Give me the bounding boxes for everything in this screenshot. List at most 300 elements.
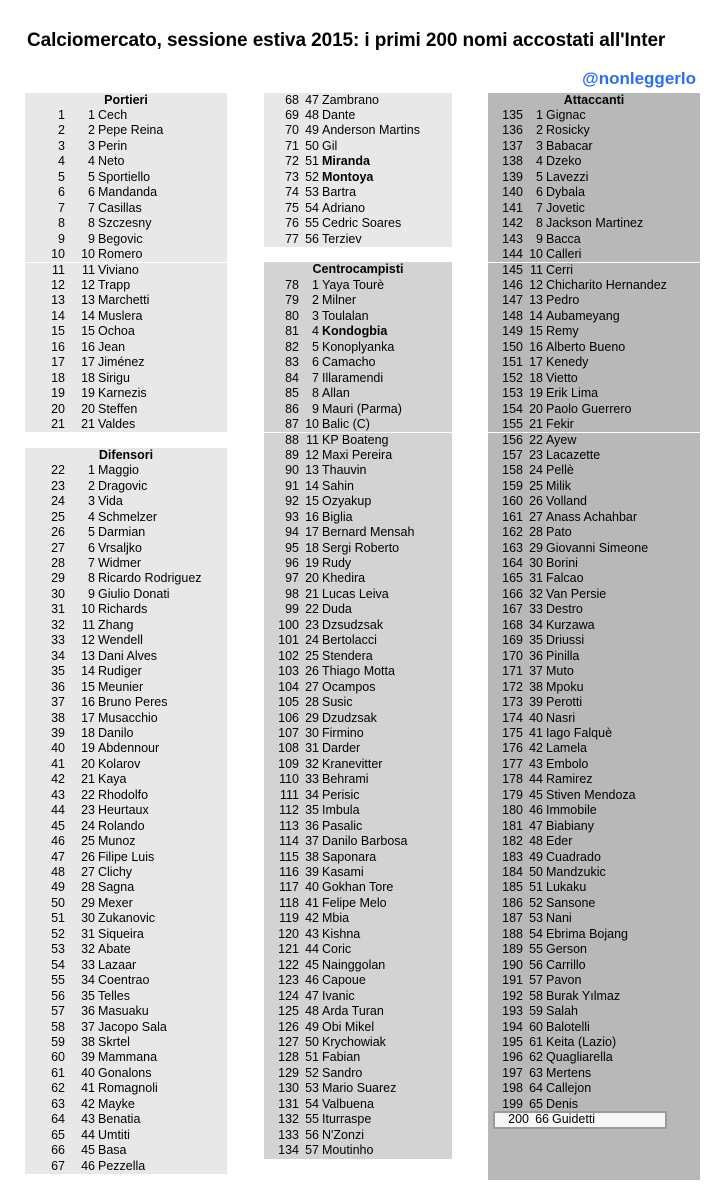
table-row [25, 942, 227, 957]
section-rank: 26 [529, 494, 543, 509]
player-name: Sahin [322, 478, 354, 493]
section-rank: 25 [529, 478, 543, 493]
table-row [264, 386, 452, 401]
table-row [488, 432, 700, 448]
overall-rank: 174 [502, 710, 523, 725]
overall-rank: 49 [51, 880, 65, 895]
section-rank: 45 [529, 787, 543, 802]
overall-rank: 190 [502, 957, 523, 972]
overall-rank: 198 [502, 1081, 523, 1096]
table-row [25, 664, 227, 679]
overall-rank: 149 [502, 324, 523, 339]
section-rank: 6 [312, 355, 319, 370]
overall-rank: 65 [51, 1127, 65, 1142]
table-row [264, 911, 452, 926]
player-name: Vida [98, 494, 123, 509]
table-row [488, 185, 700, 200]
section-rank: 21 [81, 772, 95, 787]
table-row [488, 247, 700, 262]
overall-rank: 11 [52, 263, 65, 278]
overall-rank: 101 [278, 633, 299, 648]
player-name: Pellè [546, 463, 574, 478]
section-rank: 20 [305, 571, 319, 586]
player-name: Kondogbia [322, 324, 388, 339]
table-row [488, 371, 700, 386]
section-rank: 8 [88, 571, 95, 586]
section-rank: 8 [88, 216, 95, 231]
section-rank: 61 [529, 1034, 543, 1049]
overall-rank: 200 [508, 1112, 529, 1127]
table-row [488, 262, 700, 278]
section-rank: 10 [81, 247, 95, 261]
section-rank: 8 [536, 216, 543, 231]
section-rank: 35 [81, 988, 95, 1003]
table-row [25, 633, 227, 648]
player-name: Basa [98, 1143, 127, 1158]
table-row [25, 1004, 227, 1019]
player-name: Filipe Luis [98, 849, 155, 864]
player-name: Rudiger [98, 664, 142, 679]
section-rank: 62 [529, 1050, 543, 1065]
overall-rank: 183 [502, 849, 523, 864]
section-rank: 27 [529, 509, 543, 524]
section-rank: 55 [529, 942, 543, 957]
player-name: Van Persie [546, 586, 607, 601]
table-row [25, 216, 227, 231]
player-name: Ocampos [322, 679, 376, 694]
section-rank: 53 [529, 911, 543, 926]
section-rank: 28 [305, 695, 319, 710]
section-rank: 2 [88, 478, 95, 493]
player-name: Nani [546, 911, 572, 926]
section-rank: 7 [536, 200, 543, 215]
player-name: Kishna [322, 926, 361, 941]
player-name: Konoplyanka [322, 339, 395, 354]
twitter-handle: @nonleggerlo [582, 69, 696, 88]
player-name: Terziev [322, 231, 362, 246]
table-row [25, 262, 227, 278]
player-name: Rolando [98, 818, 145, 833]
player-name: Sergi Roberto [322, 540, 400, 555]
table-row [264, 880, 452, 895]
player-name: Sandro [322, 1065, 363, 1080]
overall-rank: 60 [51, 1050, 65, 1065]
section-rank: 11 [306, 433, 319, 448]
overall-rank: 95 [285, 540, 299, 555]
overall-rank: 3 [58, 138, 65, 153]
overall-rank: 30 [51, 586, 65, 601]
section-rank: 63 [529, 1065, 543, 1080]
player-name: Danilo Barbosa [322, 834, 408, 849]
section-rank: 55 [305, 216, 319, 231]
player-name: Chicharito Hernandez [546, 277, 667, 292]
overall-rank: 102 [278, 648, 299, 663]
table-row [488, 541, 700, 556]
section-rank: 2 [536, 123, 543, 138]
player-name: Keita (Lazio) [546, 1034, 617, 1049]
player-name: Danilo [98, 725, 134, 740]
overall-rank: 176 [502, 741, 523, 756]
table-row [264, 340, 452, 355]
overall-rank: 197 [502, 1065, 523, 1080]
player-name: Lukaku [546, 880, 587, 895]
section-rank: 2 [312, 293, 319, 308]
player-name: Maggio [98, 463, 139, 478]
overall-rank: 148 [502, 308, 523, 323]
player-name: Rudy [322, 556, 352, 570]
overall-rank: 186 [502, 895, 523, 910]
overall-rank: 58 [51, 1019, 65, 1034]
section-rank: 39 [305, 865, 319, 879]
table-row [25, 618, 227, 633]
section-rank: 31 [81, 926, 95, 941]
player-name: Burak Yılmaz [546, 988, 621, 1003]
player-name: Steffen [98, 401, 138, 416]
player-name: Mario Suarez [322, 1081, 397, 1096]
table-row [25, 896, 227, 911]
table-row [488, 649, 700, 664]
overall-rank: 194 [502, 1019, 523, 1034]
section-rank: 18 [305, 540, 319, 555]
table-row [264, 834, 452, 849]
table-row [25, 958, 227, 973]
table-row [25, 402, 227, 417]
player-name: Abdennour [98, 741, 160, 756]
section-rank: 8 [312, 386, 319, 401]
table-row [488, 1097, 700, 1112]
table-row [25, 757, 227, 772]
overall-rank: 4 [58, 154, 65, 169]
table-row [488, 556, 700, 571]
table-row [488, 494, 700, 509]
section-rank: 13 [529, 293, 543, 308]
section-rank: 42 [81, 1096, 95, 1111]
player-name: Rosicky [546, 123, 590, 138]
overall-rank: 199 [502, 1096, 523, 1111]
section-title: Centrocampisti [312, 262, 404, 277]
overall-rank: 130 [278, 1081, 299, 1096]
table-row [25, 1050, 227, 1065]
section-rank: 3 [536, 138, 543, 153]
section-rank: 26 [305, 664, 319, 679]
player-name: Mertens [546, 1065, 592, 1080]
section-rank: 39 [529, 695, 543, 710]
overall-rank: 16 [51, 339, 65, 354]
player-name: Stendera [322, 648, 373, 663]
overall-rank: 50 [51, 895, 65, 910]
section-rank: 50 [305, 138, 319, 153]
overall-rank: 191 [502, 973, 523, 988]
section-rank: 1 [312, 277, 319, 292]
table-row [25, 324, 227, 339]
section-rank: 23 [81, 803, 95, 818]
table-row [264, 417, 452, 432]
section-rank: 43 [305, 926, 319, 941]
table-row [488, 1081, 700, 1096]
player-name: Bernard Mensah [322, 525, 415, 540]
section-rank: 15 [529, 324, 543, 339]
section-rank: 54 [529, 926, 543, 941]
player-name: Widmer [98, 556, 142, 570]
section-rank: 17 [305, 525, 319, 540]
table-row [25, 278, 227, 293]
table-row [264, 618, 452, 633]
table-row [264, 432, 452, 448]
overall-rank: 193 [502, 1004, 523, 1019]
section-rank: 60 [529, 1019, 543, 1034]
overall-rank: 196 [502, 1050, 523, 1065]
overall-rank: 189 [502, 942, 523, 957]
player-name: Cech [98, 107, 128, 122]
player-name: Lazaar [98, 957, 137, 972]
player-name: Abate [98, 942, 131, 957]
player-name: Krychowiak [322, 1034, 386, 1049]
overall-rank: 5 [58, 169, 65, 184]
section-rank: 34 [81, 973, 95, 988]
overall-rank: 110 [279, 772, 299, 787]
section-rank: 40 [529, 710, 543, 725]
table-row [264, 726, 452, 741]
overall-rank: 157 [502, 447, 523, 462]
table-row [264, 788, 452, 803]
player-name: Cerri [546, 263, 574, 278]
section-rank: 19 [305, 556, 319, 570]
section-rank: 6 [88, 185, 95, 200]
section-rank: 52 [529, 895, 543, 910]
table-row [488, 278, 700, 293]
overall-rank: 48 [51, 865, 65, 879]
overall-rank: 158 [502, 463, 523, 478]
player-name: Saponara [322, 849, 377, 864]
player-name: Stiven Mendoza [546, 787, 636, 802]
table-row [488, 633, 700, 648]
player-name: Jovetic [546, 200, 585, 215]
table-row [264, 154, 452, 169]
player-name: Bertolacci [322, 633, 377, 648]
player-name: Babacar [546, 138, 593, 153]
player-name: Gignac [546, 107, 586, 122]
table-row [488, 788, 700, 803]
overall-rank: 81 [285, 324, 299, 339]
player-name: Zukanovic [98, 911, 155, 926]
table-row [25, 726, 227, 741]
table-row [25, 1097, 227, 1112]
table-row [488, 865, 700, 880]
table-row [488, 525, 700, 540]
player-name: Kasami [322, 865, 364, 879]
player-name: Thiago Motta [322, 664, 395, 679]
player-name: Obi Mikel [322, 1019, 375, 1034]
table-row [25, 741, 227, 756]
section-rank: 33 [305, 772, 319, 787]
table-row [25, 494, 227, 509]
player-name: Kolarov [98, 756, 141, 771]
table-row [25, 154, 227, 169]
overall-rank: 128 [278, 1050, 299, 1065]
player-name: Ebrima Bojang [546, 926, 628, 941]
table-row [488, 479, 700, 494]
section-rank: 54 [305, 200, 319, 215]
table-row [488, 448, 700, 463]
overall-rank: 54 [51, 957, 65, 972]
overall-rank: 155 [502, 416, 523, 431]
overall-rank: 29 [51, 571, 65, 586]
table-row [264, 695, 452, 710]
section-rank: 4 [536, 154, 543, 169]
section-rank: 52 [305, 169, 319, 184]
table-row [488, 1066, 700, 1081]
table-row [264, 170, 452, 185]
overall-rank: 127 [278, 1034, 299, 1049]
overall-rank: 119 [279, 911, 299, 926]
section-rank: 55 [305, 1112, 319, 1127]
table-row [25, 1081, 227, 1096]
section-rank: 36 [305, 818, 319, 833]
player-name: Callejon [546, 1081, 592, 1096]
player-name: Rhodolfo [98, 787, 149, 802]
player-name: Anderson Martins [322, 123, 420, 138]
table-row [264, 649, 452, 664]
table-row [25, 1128, 227, 1143]
overall-rank: 104 [278, 679, 299, 694]
section-rank: 33 [529, 602, 543, 617]
player-name: Marchetti [98, 293, 150, 308]
section-rank: 5 [88, 169, 95, 184]
player-name: Munoz [98, 834, 136, 849]
section-rank: 41 [81, 1081, 95, 1096]
player-name: Pedro [546, 293, 580, 308]
table-row [264, 1035, 452, 1050]
page-title: Calciomercato, sessione estiva 2015: i primi 200 nomi accostati all'Inter [27, 30, 666, 51]
player-name: Felipe Melo [322, 895, 387, 910]
section-rank: 45 [305, 957, 319, 972]
section-rank: 7 [88, 200, 95, 215]
section-title: Difensori [98, 447, 154, 462]
section-rank: 19 [81, 386, 95, 401]
overall-rank: 132 [278, 1112, 299, 1127]
overall-rank: 53 [51, 942, 65, 957]
overall-rank: 154 [502, 401, 523, 416]
player-name: Neto [98, 154, 125, 169]
section-rank: 14 [529, 308, 543, 323]
player-name: Ozyakup [322, 494, 372, 509]
player-name: Ochoa [98, 324, 135, 339]
table-row [488, 618, 700, 633]
overall-rank: 112 [279, 803, 299, 818]
table-row [25, 417, 227, 432]
section-rank: 15 [81, 324, 95, 339]
section-rank: 58 [529, 988, 543, 1003]
player-name: Siqueira [98, 926, 144, 941]
player-name: Cuadrado [546, 849, 601, 864]
section-rank: 43 [529, 756, 543, 771]
overall-rank: 20 [51, 401, 65, 416]
overall-rank: 82 [285, 339, 299, 354]
table-row [25, 1159, 227, 1174]
player-name: Behrami [322, 772, 369, 787]
section-rank: 13 [81, 648, 95, 663]
overall-rank: 98 [285, 586, 299, 601]
table-row [264, 741, 452, 756]
player-name: Romagnoli [98, 1081, 158, 1096]
overall-rank: 113 [279, 818, 299, 833]
table-row [25, 309, 227, 324]
overall-rank: 167 [502, 602, 523, 617]
overall-rank: 1 [58, 107, 65, 122]
table-row [264, 232, 452, 247]
table-row [25, 865, 227, 880]
player-name: Musacchio [98, 710, 158, 725]
player-name: Valbuena [322, 1096, 374, 1111]
table-row [488, 927, 700, 942]
table-row [488, 587, 700, 602]
table-row [264, 139, 452, 154]
table-row [264, 201, 452, 216]
overall-rank: 15 [51, 324, 65, 339]
table-row [488, 680, 700, 695]
section-rank: 12 [81, 633, 95, 648]
section-rank: 35 [305, 803, 319, 818]
section-rank: 41 [529, 725, 543, 740]
overall-rank: 52 [51, 926, 65, 941]
overall-rank: 84 [285, 370, 299, 385]
overall-rank: 160 [502, 494, 523, 509]
section-rank: 47 [305, 988, 319, 1003]
player-name: Sportiello [98, 169, 151, 184]
table-row [25, 989, 227, 1004]
overall-rank: 27 [51, 540, 65, 555]
player-name: Fekir [546, 416, 574, 431]
table-row [488, 911, 700, 926]
overall-rank: 90 [285, 463, 299, 478]
overall-rank: 39 [51, 725, 65, 740]
overall-rank: 175 [502, 725, 523, 740]
section-rank: 5 [88, 525, 95, 540]
table-row [264, 402, 452, 417]
player-name: Sansone [546, 895, 596, 910]
overall-rank: 106 [278, 710, 299, 725]
overall-rank: 68 [285, 92, 299, 107]
section-rank: 28 [529, 525, 543, 540]
section-rank: 23 [529, 447, 543, 462]
overall-rank: 166 [502, 586, 523, 601]
player-name: Biabiany [546, 818, 594, 833]
table-row [488, 108, 700, 123]
section-rank: 49 [529, 849, 543, 864]
table-row [25, 1112, 227, 1127]
player-name: Romero [98, 247, 143, 261]
overall-rank: 80 [285, 308, 299, 323]
overall-rank: 137 [502, 138, 523, 153]
section-rank: 26 [81, 849, 95, 864]
table-row [264, 293, 452, 308]
overall-rank: 23 [51, 478, 65, 493]
player-name: Eder [546, 834, 573, 849]
section-rank: 44 [529, 772, 543, 787]
overall-rank: 188 [502, 926, 523, 941]
section-rank: 1 [536, 107, 543, 122]
player-name: Perin [98, 138, 128, 153]
table-row [488, 355, 700, 370]
player-name: Ramirez [546, 772, 593, 787]
player-name: Meunier [98, 679, 144, 694]
section-rank: 49 [305, 123, 319, 138]
player-name: Telles [98, 988, 130, 1003]
table-row [25, 510, 227, 525]
section-title: Attaccanti [563, 92, 625, 107]
table-row [25, 911, 227, 926]
table-row [264, 587, 452, 602]
